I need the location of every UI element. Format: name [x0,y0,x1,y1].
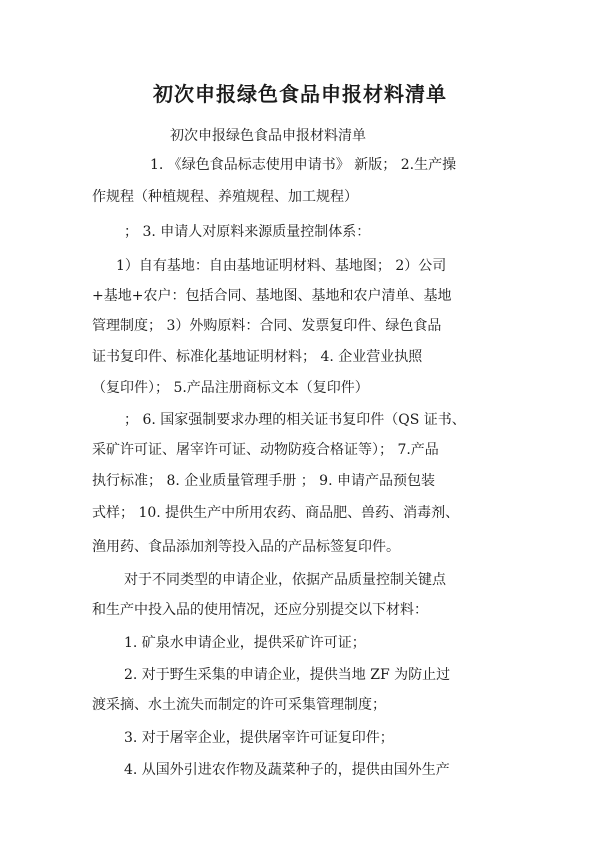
text-line: 2. 对于野生采集的申请企业，提供当地 ZF 为防止过 [124,667,451,683]
text-line: （复印件）； 5.产品注册商标文本（复印件） [92,380,369,396]
text-line: 4. 从国外引进农作物及蔬菜种子的，提供由国外生产 [124,762,450,778]
text-line: 证书复印件、标准化基地证明材料； 4. 企业营业执照 [92,349,423,365]
text-line: +基地+农户：包括合同、基地图、基地和农户清单、基地 [92,288,452,304]
text-line: 1）自有基地：自由基地证明材料、基地图； 2）公司 [116,258,447,274]
page-title: 初次申报绿色食品申报材料清单 [153,82,447,106]
text-line: 1. 矿泉水申请企业，提供采矿许可证； [124,635,366,651]
text-line: 管理制度； 3）外购原料：合同、发票复印件、绿色食品 [92,318,442,334]
text-line: 采矿许可证、屠宰许可证、动物防疫合格证等）； 7.产品 [92,442,439,458]
text-line: 渔用药、食品添加剂等投入品的产品标签复印件。 [92,539,400,555]
text-line: 1. 《绿色食品标志使用申请书》 新版； 2.生产操 [150,157,457,173]
text-line: 执行标准； 8. 企业质量管理手册 ； 9. 申请产品预包装 [92,473,435,489]
text-line: 式样； 10. 提供生产中所用农药、商品肥、兽药、消毒剂、 [92,505,460,521]
text-line: 3. 对于屠宰企业，提供屠宰许可证复印件； [124,730,394,746]
subtitle-line: 初次申报绿色食品申报材料清单 [170,128,366,144]
text-line: ； 3. 申请人对原料来源质量控制体系： [124,224,371,240]
text-line: ； 6. 国家强制要求办理的相关证书复印件（QS 证书、 [124,412,466,428]
text-line: 渡采摘、水土流失而制定的许可采集管理制度； [92,697,386,713]
text-line: 和生产中投入品的使用情况，还应分别提交以下材料： [92,602,428,618]
text-line: 作规程（种植规程、养殖规程、加工规程） [92,189,358,205]
text-line: 对于不同类型的申请企业，依据产品质量控制关键点 [124,572,446,588]
